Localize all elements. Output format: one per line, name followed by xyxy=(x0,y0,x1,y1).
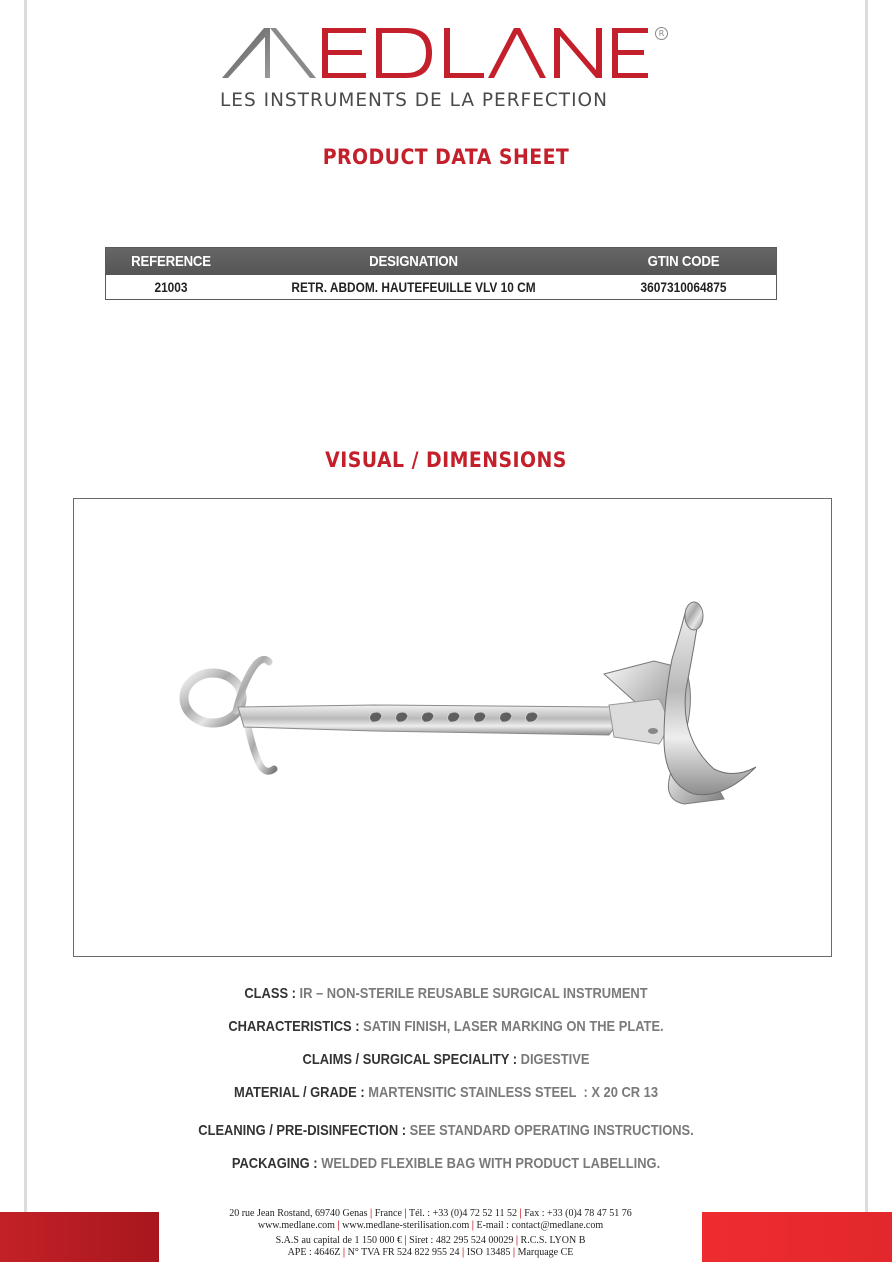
footer-web-link-1[interactable]: www.medlane.com xyxy=(257,1220,335,1231)
product-table-header xyxy=(106,248,776,275)
spec-value: WELDED FLEXIBLE BAG WITH PRODUCT LABELLING. xyxy=(321,1155,661,1172)
spec-material xyxy=(62,1084,829,1101)
header-designation: DESIGNATION xyxy=(369,253,458,270)
gtin-value: 3607310064875 xyxy=(640,279,727,295)
spec-value: SATIN FINISH, LASER MARKING ON THE PLATE. xyxy=(363,1018,664,1035)
retractor-instrument-image xyxy=(74,499,831,956)
spec-value: IR – NON-STERILE REUSABLE SURGICAL INSTRUMENT xyxy=(299,985,648,1002)
medlane-wordmark xyxy=(218,22,658,84)
spec-label: CHARACTERISTICS : xyxy=(228,1018,360,1035)
footer-email-link[interactable]: E-mail : contact@medlane.com xyxy=(476,1220,604,1231)
footer-bar-right xyxy=(702,1212,892,1262)
table-row xyxy=(106,275,776,299)
footer-siret: Siret : 482 295 524 00029 xyxy=(409,1235,514,1246)
header-gtin-code: GTIN CODE xyxy=(647,253,720,270)
spec-label: CLASS : xyxy=(244,985,296,1002)
footer-web-link-2[interactable]: www.medlane-sterilisation.com xyxy=(342,1220,470,1231)
header-reference: REFERENCE xyxy=(131,253,211,270)
spec-label: CLEANING / PRE-DISINFECTION : xyxy=(198,1122,407,1139)
brand-logo xyxy=(218,22,678,122)
registered-trademark-icon: R xyxy=(655,27,668,40)
footer-fax: Fax : +33 (0)4 78 47 51 76 xyxy=(524,1208,632,1219)
reference-value: 21003 xyxy=(154,279,188,295)
footer-line-web: www.medlane.com | www.medlane-sterilisation.com | E-mail : contact@medlane.com xyxy=(257,1220,604,1231)
spec-value: DIGESTIVE xyxy=(520,1051,590,1068)
spec-value: SEE STANDARD OPERATING INSTRUCTIONS. xyxy=(409,1122,694,1139)
spec-label: CLAIMS / SURGICAL SPECIALITY : xyxy=(302,1051,518,1068)
footer-tel: Tél. : +33 (0)4 72 52 11 52 xyxy=(408,1208,518,1219)
spec-value: MARTENSITIC STAINLESS STEEL : X 20 CR 13 xyxy=(368,1084,659,1101)
footer-address: 20 rue Jean Rostand, 69740 Genas xyxy=(229,1208,368,1219)
designation-value: RETR. ABDOM. HAUTEFEUILLE VLV 10 CM xyxy=(291,279,536,295)
footer-rcs: R.C.S. LYON B xyxy=(520,1235,586,1246)
footer-iso: ISO 13485 xyxy=(466,1247,511,1258)
spec-cleaning xyxy=(62,1122,829,1139)
footer-capital: S.A.S au capital de 1 150 000 € xyxy=(275,1235,402,1246)
footer-ce: Marquage CE xyxy=(517,1247,574,1258)
footer-ape: APE : 4646Z xyxy=(287,1247,341,1258)
footer-line-address: 20 rue Jean Rostand, 69740 Genas | France | Tél. : +33 (0)4 72 52 11 52 | Fax : +33 (0)4 78 47 51 76 xyxy=(229,1208,632,1219)
spec-class xyxy=(62,985,829,1002)
spec-characteristics xyxy=(62,1018,829,1035)
product-table xyxy=(105,247,777,300)
product-data-sheet-title: PRODUCT DATA SHEET xyxy=(322,145,570,169)
brand-tagline: LES INSTRUMENTS DE LA PERFECTION xyxy=(220,90,608,111)
spec-packaging xyxy=(62,1155,829,1172)
page-frame-right-line xyxy=(865,0,868,1262)
footer-tva: N° TVA FR 524 822 955 24 xyxy=(347,1247,460,1258)
footer-line-legal: S.A.S au capital de 1 150 000 € | Siret : 482 295 524 00029 | R.C.S. LYON B xyxy=(275,1235,586,1246)
spec-label: MATERIAL / GRADE : xyxy=(233,1084,365,1101)
footer-bar-left xyxy=(0,1212,159,1262)
spec-claims xyxy=(62,1051,829,1068)
product-visual-box xyxy=(73,498,832,957)
footer-country: France xyxy=(374,1208,402,1219)
footer-line-certifications: APE : 4646Z | N° TVA FR 524 822 955 24 | ISO 13485 | Marquage CE xyxy=(287,1247,574,1258)
page-frame-left-line xyxy=(24,0,27,1262)
spec-label: PACKAGING : xyxy=(231,1155,318,1172)
visual-dimensions-title: VISUAL / DIMENSIONS xyxy=(325,448,567,472)
